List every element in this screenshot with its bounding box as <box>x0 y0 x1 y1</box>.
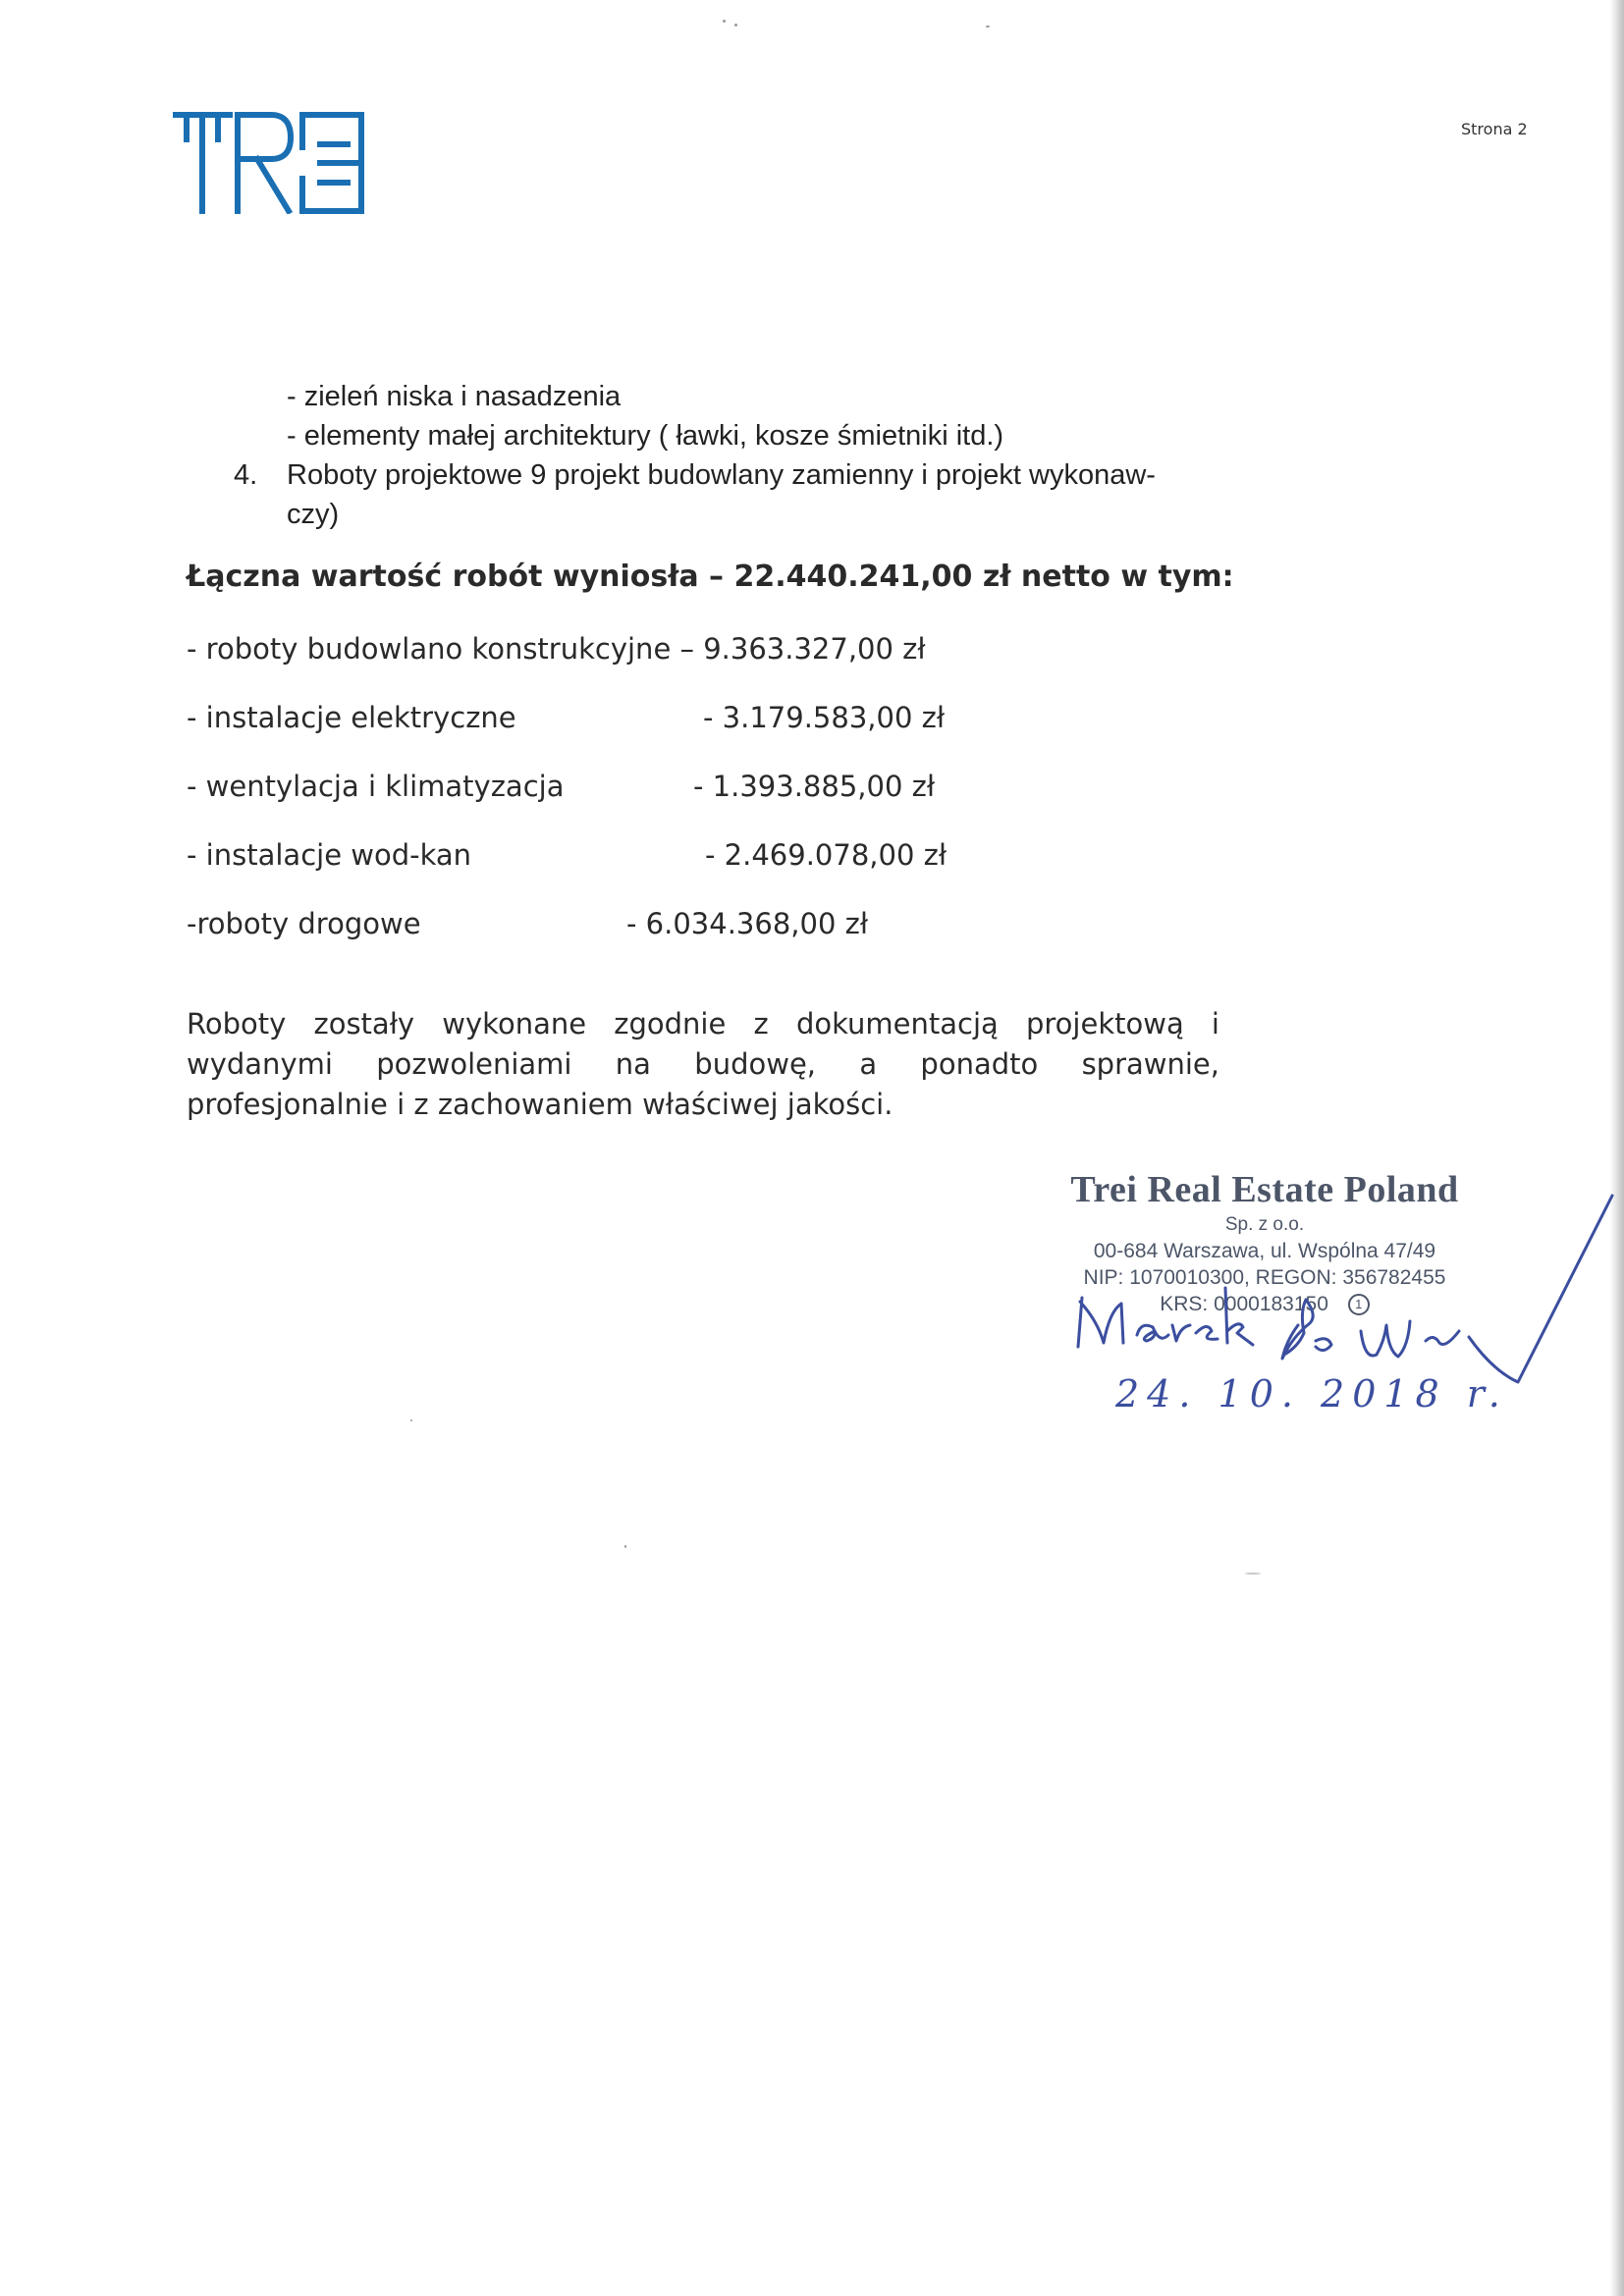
stamp-address: 00-684 Warszawa, ul. Wspólna 47/49 <box>1093 1240 1436 1262</box>
stamp-krs: KRS: 0000183150 <box>1160 1293 1328 1315</box>
cost-label: -roboty drogowe <box>187 907 421 940</box>
cost-row <box>187 838 471 872</box>
scan-speck <box>624 1545 626 1548</box>
list-item: - elementy małej architektury ( ławki, kosze śmietniki itd.) <box>287 420 1004 452</box>
total-value-line: Łączna wartość robót wyniosła – 22.440.241,00 zł netto w tym: <box>187 560 1234 594</box>
list-item: - zieleń niska i nasadzenia <box>287 381 622 412</box>
seal-mark-icon: 1 <box>1348 1294 1370 1315</box>
handwritten-date: 24. 10. 2018 r. <box>1115 1372 1508 1415</box>
scan-speck <box>410 1419 412 1421</box>
cost-row <box>187 770 564 803</box>
stamp-company-name: Trei Real Estate Poland <box>1070 1169 1459 1210</box>
scan-speck <box>723 20 726 23</box>
cost-label: - roboty budowlano konstrukcyjne <box>187 632 672 666</box>
cost-amount: – 9.363.327,00 zł <box>679 632 926 666</box>
list-item: 4. Roboty projektowe 9 projekt budowlany zamienny i projekt wykonaw- <box>234 459 1156 491</box>
page-edge <box>1610 0 1624 2296</box>
cost-row <box>187 907 421 940</box>
trei-logo <box>173 112 367 214</box>
cost-amount: - 2.469.078,00 zł <box>705 838 947 872</box>
page-number: Strona 2 <box>1461 120 1528 138</box>
list-item: czy) <box>287 499 340 530</box>
cost-row <box>187 632 926 666</box>
scan-speck <box>734 24 737 27</box>
cost-amount: - 1.393.885,00 zł <box>693 770 936 803</box>
scan-speck <box>986 26 990 27</box>
cost-label: - instalacje wod-kan <box>187 838 472 872</box>
cost-amount: - 6.034.368,00 zł <box>626 907 869 940</box>
stamp-tax-ids: NIP: 1070010300, REGON: 356782455 <box>1083 1266 1446 1289</box>
scan-speck <box>1245 1573 1261 1575</box>
cost-amount: - 3.179.583,00 zł <box>703 701 946 734</box>
cost-row <box>187 701 516 734</box>
stamp-company-form: Sp. z o.o. <box>1224 1214 1305 1235</box>
cost-label: - wentylacja i klimatyzacja <box>187 770 565 803</box>
cost-label: - instalacje elektryczne <box>187 701 516 734</box>
work-items-list <box>234 377 1216 534</box>
closing-paragraph: Roboty zostały wykonane zgodnie z dokumentacją projektową i wydanymi pozwoleniami na budowę, a ponadto sprawnie, profesjonalnie i z zachowaniem właściwej jakości. <box>187 1007 1219 1121</box>
